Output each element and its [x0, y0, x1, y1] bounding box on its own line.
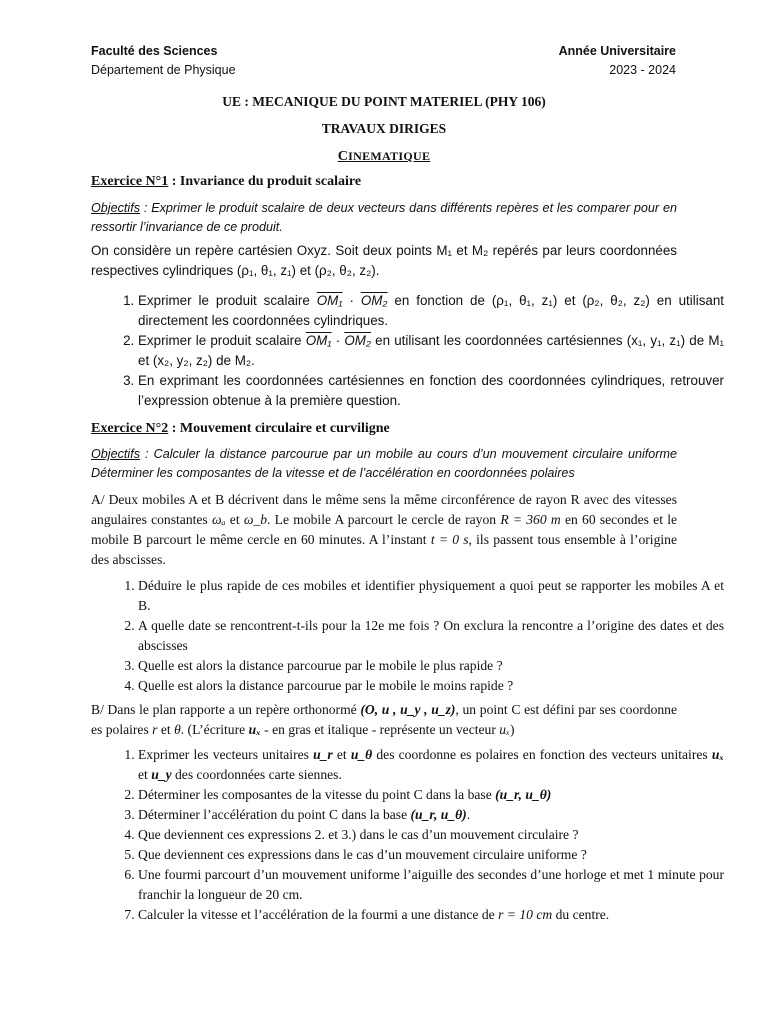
- department-name: Département de Physique: [91, 63, 236, 77]
- part-b-statement: B/ Dans le plan rapporte a un repère orthonormé (O, u , u_y , u_z), un point C est défini par ses coordonne es polaires r et θ. (L’écriture uₓ - en gras et italique - représente un vecteur uₓ): [91, 702, 677, 737]
- list-item: 3. En exprimant les coordonnées cartésiennes en fonction des coordonnées cylindriques, retrouver l’expression obtenue à la première question.: [138, 371, 724, 411]
- header-left: [91, 42, 236, 80]
- part-b-questions: [91, 745, 724, 925]
- course-title: UE : MECANIQUE DU POINT MATERIEL (PHY 106): [222, 94, 546, 109]
- list-item: 2. Exprimer le produit scalaire OM₁ · OM₂ en utilisant les coordonnées cartésiennes (x₁, y₁, z₁) de M₁ et (x₂, y₂, z₂) de M₂.: [138, 331, 724, 371]
- list-item: 2. A quelle date se rencontrent-t-ils pour la 12e me fois ? On exclura la rencontre a l’origine des dates et des abscisses: [138, 616, 724, 656]
- part-a-questions: [91, 576, 724, 696]
- list-item: 1. Déduire le plus rapide de ces mobiles et identifier physiquement a quoi peut se rapporter les mobiles A et B.: [138, 576, 724, 616]
- faculty-name: Faculté des Sciences: [91, 44, 218, 58]
- list-item: 1. Exprimer les vecteurs unitaires u_r et u_θ des coordonne es polaires en fonction des vecteurs unitaires uₓ et u_y des coordonnées carte siennes.: [138, 745, 724, 785]
- list-item: 7. Calculer la vitesse et l’accélération de la fourmi a une distance de r = 10 cm du centre.: [138, 905, 724, 925]
- exercise-1-objectives: Objectifs : Exprimer le produit scalaire de deux vecteurs dans différents repères et les comparer pour en ressortir l’invariance de ce produit.: [91, 201, 677, 234]
- list-item: 6. Une fourmi parcourt d’un mouvement uniforme l’aiguille des secondes d’une horloge et met 1 minute pour franchir la longueur de 20 cm.: [138, 865, 724, 905]
- list-item: 1. Exprimer le produit scalaire OM₁ · OM₂ en fonction de (ρ₁, θ₁, z₁) et (ρ₂, θ₂, z₂) en utilisant directement les coordonnées cylindriques.: [138, 291, 724, 331]
- exercise-1-questions: [91, 291, 724, 411]
- exercise-1-intro: On considère un repère cartésien Oxyz. Soit deux points M₁ et M₂ repérés par leurs coordonnées respectives cylindriques (ρ₁, θ₁, z₁) et (ρ₂, θ₂, z₂).: [91, 243, 677, 278]
- list-item: 2. Déterminer les composantes de la vitesse du point C dans la base (u_r, u_θ): [138, 785, 724, 805]
- list-item: 5. Que deviennent ces expressions dans le cas d’un mouvement circulaire uniforme ?: [138, 845, 724, 865]
- exercise-1-heading: Exercice N°1 : Invariance du produit scalaire: [91, 174, 362, 189]
- exercise-2-heading: Exercice N°2 : Mouvement circulaire et curviligne: [91, 421, 390, 436]
- list-item: 3. Déterminer l’accélération du point C dans la base (u_r, u_θ).: [138, 805, 724, 825]
- part-a-statement: A/ Deux mobiles A et B décrivent dans le même sens la même circonférence de rayon R avec des vitesses angulaires constantes ωₐ et ω_b. Le mobile A parcourt le cercle de rayon R = 360 m en 60 secondes et le mobile B parcourt le même cercle en 60 minutes. A l’instant t = 0 s, ils passent tous ensemble à l’origine des abscisses.: [91, 492, 678, 567]
- td-title: TRAVAUX DIRIGES: [321, 121, 447, 136]
- list-item: 4. Que deviennent ces expressions 2. et 3.) dans le cas d’un mouvement circulaire ?: [138, 825, 724, 845]
- header-right: [559, 42, 676, 80]
- list-item: 4. Quelle est alors la distance parcourue par le mobile le moins rapide ?: [138, 676, 724, 696]
- academic-year-label: Année Universitaire: [558, 44, 676, 58]
- academic-year: 2023 - 2024: [609, 63, 676, 77]
- exercise-2-objectives: Objectifs : Calculer la distance parcourue par un mobile au cours d’un mouvement circulaire uniforme Déterminer les composantes de la vitesse et de l’accélération en coordonnées polaires: [91, 447, 677, 480]
- list-item: 3. Quelle est alors la distance parcourue par le mobile le plus rapide ?: [138, 656, 724, 676]
- section-title: CINEMATIQUE: [337, 149, 431, 164]
